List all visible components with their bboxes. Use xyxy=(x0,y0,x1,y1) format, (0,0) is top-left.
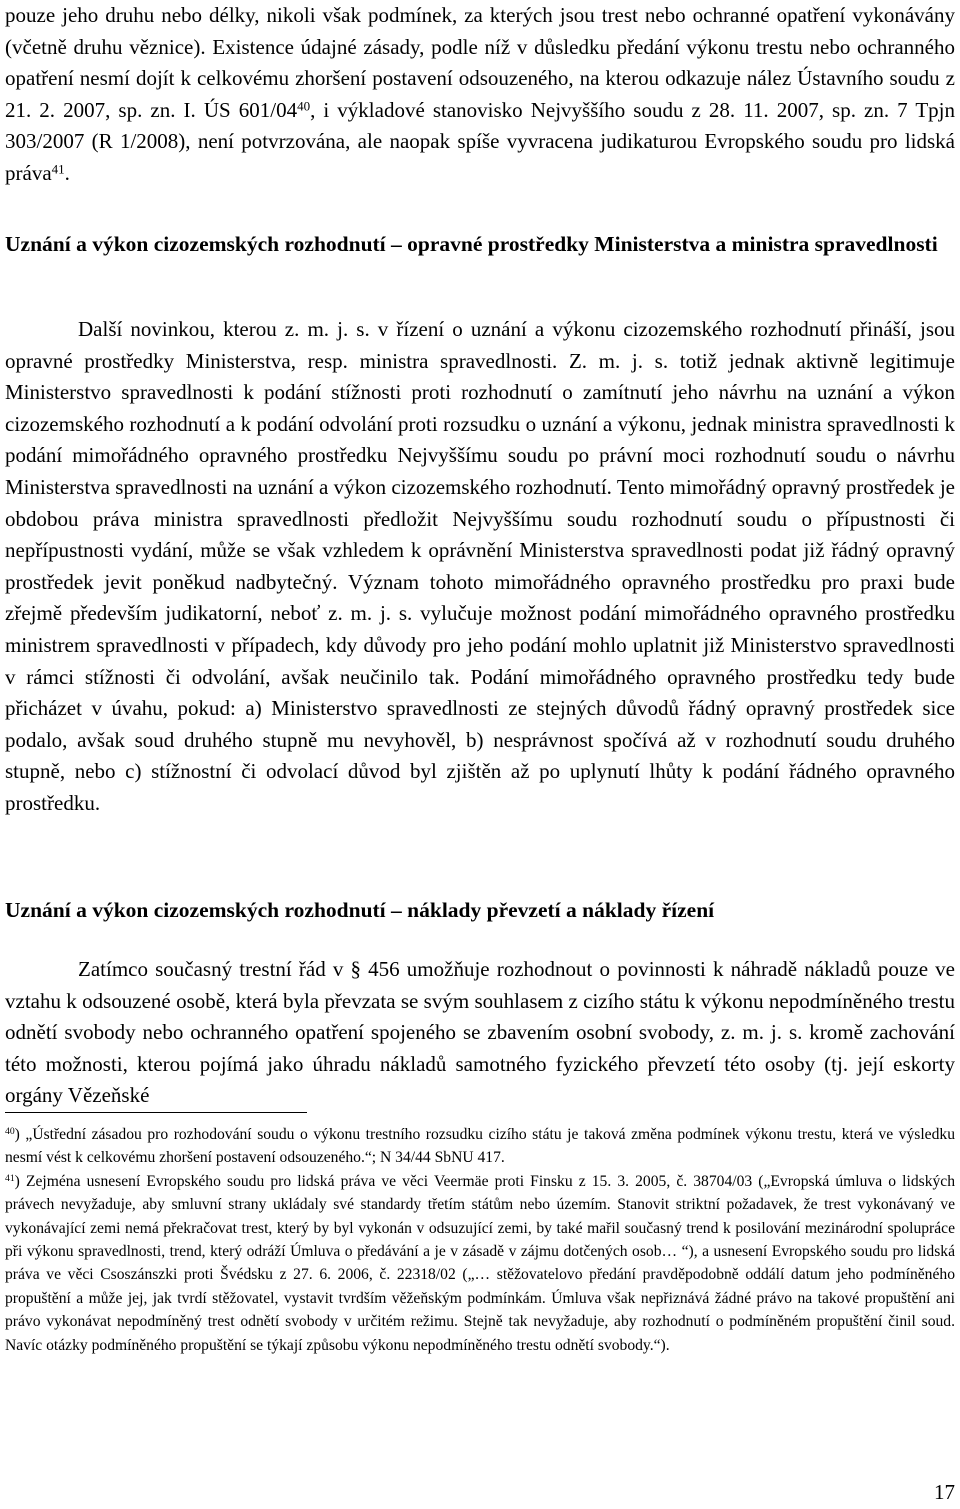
section-paragraph-remedies: Další novinkou, kterou z. m. j. s. v řízení o uznání a výkonu cizozemského rozhodnutí přináší, jsou opravné prostředky Ministerstva, resp. ministra spravedlnosti. Z. m. j. s. totiž jednak aktivně legitimuje Ministerstvo spravedlnosti k podání stížnosti proti rozhodnutí o zamítnutí jeho návrhu na uznání a výkon cizozemského rozhodnutí a k podání odvolání proti rozsudku o uznání a výkonu, jednak ministra spravedlnosti k podání mimořádného opravného prostředku Nejvyššímu soudu po právní moci rozhodnutí soudu o návrhu Ministerstva spravedlnosti na uznání a výkon cizozemského rozhodnutí. Tento mimořádný opravný prostředek je obdobou práva ministra spravedlnosti předložit Nejvyššímu soudu rozhodnutí soudu o přípustnosti či nepřípustnosti vydání, může se však vzhledem k oprávnění Ministerstva spravedlnosti podat již řádný opravný prostředek jevit poněkud nadbytečný. Význam tohoto mimořádného opravného prostředku pro praxi bude zřejmě především judikatorní, neboť z. m. j. s. vylučuje možnost podání mimořádného opravného prostředku ministrem spravedlnosti v případech, kdy důvody pro jeho podání mohlo uplatnit již Ministerstvo spravedlnosti v rámci stížnosti či odvolání, avšak neučinilo tak. Podání mimořádného opravného prostředku tedy bude přicházet v úvahu, pokud: a) Ministerstvo spravedlnosti ze stejných důvodů řádný opravný prostředek sice podalo, avšak soud druhého stupně mu nevyhověl, b) nesprávnost spočívá až v rozhodnutí soudu druhého stupně, nebo c) stížnostní či odvolací důvod byl zjištěn až po uplynutí lhůty k podání řádného opravného prostředku. xyxy=(5,317,955,815)
intro-text-part3: . xyxy=(64,160,70,185)
intro-text-part2: , i výkladové stanovisko Nejvyššího soudu z 28. 11. 2007, sp. zn. 7 Tpjn 303/2007 (R 1/2008), není potvrzována, ale naopak spíše vyvracena judikaturou Evropského soudu pro lidská práva xyxy=(5,97,955,185)
section-heading-remedies: Uznání a výkon cizozemských rozhodnutí – opravné prostředky Ministerstva a ministra spravedlnosti xyxy=(5,232,938,256)
page-number: 17 xyxy=(934,1480,955,1504)
footnote-ref-41[interactable]: 41 xyxy=(51,161,65,177)
section-paragraph-costs: Zatímco současný trestní řád v § 456 umožňuje rozhodnout o povinnosti k náhradě nákladů pouze ve vztahu k odsouzené osobě, která byla převzata se svým souhlasem z cizího státu k výkonu nepodmíněného trestu odnětí svobody nebo ochranného opatření spojeného se zbavením osobní svobody, z. m. j. s. kromě zachování této možnosti, kterou pojímá jako úhradu nákladů samotného fyzického převzetí této osoby (tj. její eskorty orgány Vězeňské xyxy=(5,957,955,1108)
footnote-number: 41 xyxy=(5,1172,15,1184)
footnote-40 xyxy=(5,1123,955,1170)
footnote-text: ) Zejména usnesení Evropského soudu pro lidská práva ve věci Veermäe proti Finsku z 15. 3. 2005, č. 38704/03 („Evropská úmluva o lidských právech nevyžaduje, aby smluvní strany ukládaly své standardy třetím státům nebo územím. Stanovit striktní požadavek, že trest vykonávaný ve vykonávající zemi nemá překračovat trest, který by byl vykonán v odsuzující zemi, by také mařil současný trend k posilování mezinárodní spolupráce při výkonu spravedlnosti, trend, který odráží Úmluva o předávání a je v zásadě v zájmu dotčených osob… “), a usnesení Evropského soudu pro lidská práva ve věci Csoszánszki proti Švédsku z 27. 6. 2006, č. 22318/02 („… stěžovatelovo předání pravděpodobně oddálí datum jeho podmíněného propuštění a může jej, jak tvrdí stěžovatel, vystavit tvrdším věžeňským podmínkám. Úmluva však nepřiznává žádné právo na takové propuštění ani právo vykonávat nepodmíněný trest odnětí svobody v určitém režimu. Stejně tak nevyžaduje, aby rozhodnutí o podmíněném propuštění činil soud. Navíc otázky podmíněného propuštění se týkají způsobu výkonu nepodmíněného trestu odnětí svobody.“). xyxy=(5,1172,955,1354)
footnote-41 xyxy=(5,1170,955,1357)
section-heading-costs: Uznání a výkon cizozemských rozhodnutí – náklady převzetí a náklady řízení xyxy=(5,898,715,922)
intro-paragraph xyxy=(5,0,955,190)
footnote-text: ) „Ústřední zásadou pro rozhodování soudu o výkonu trestního rozsudku cizího státu je taková změna podmínek výkonu trestu, která ve výsledku nesmí vést k celkovému zhoršení postavení odsouzeného.“; N 34/44 SbNU 417. xyxy=(5,1126,955,1167)
footnote-separator xyxy=(5,1112,307,1113)
intro-text-part1: pouze jeho druhu nebo délky, nikoli však podmínek, za kterých jsou trest nebo ochranné opatření vykonávány (včetně druhu věznice). Existence údajné zásady, podle níž v důsledku předání výkonu trestu nebo ochranného opatření nesmí dojít k celkovému zhoršení postavení odsouzeného, na kterou odkazuje nález Ústavního soudu z 21. 2. 2007, sp. zn. I. ÚS 601/04 xyxy=(5,3,955,122)
footnote-number: 40 xyxy=(5,1126,15,1138)
footnote-ref-40[interactable]: 40 xyxy=(297,98,311,114)
footnotes xyxy=(5,1123,955,1357)
